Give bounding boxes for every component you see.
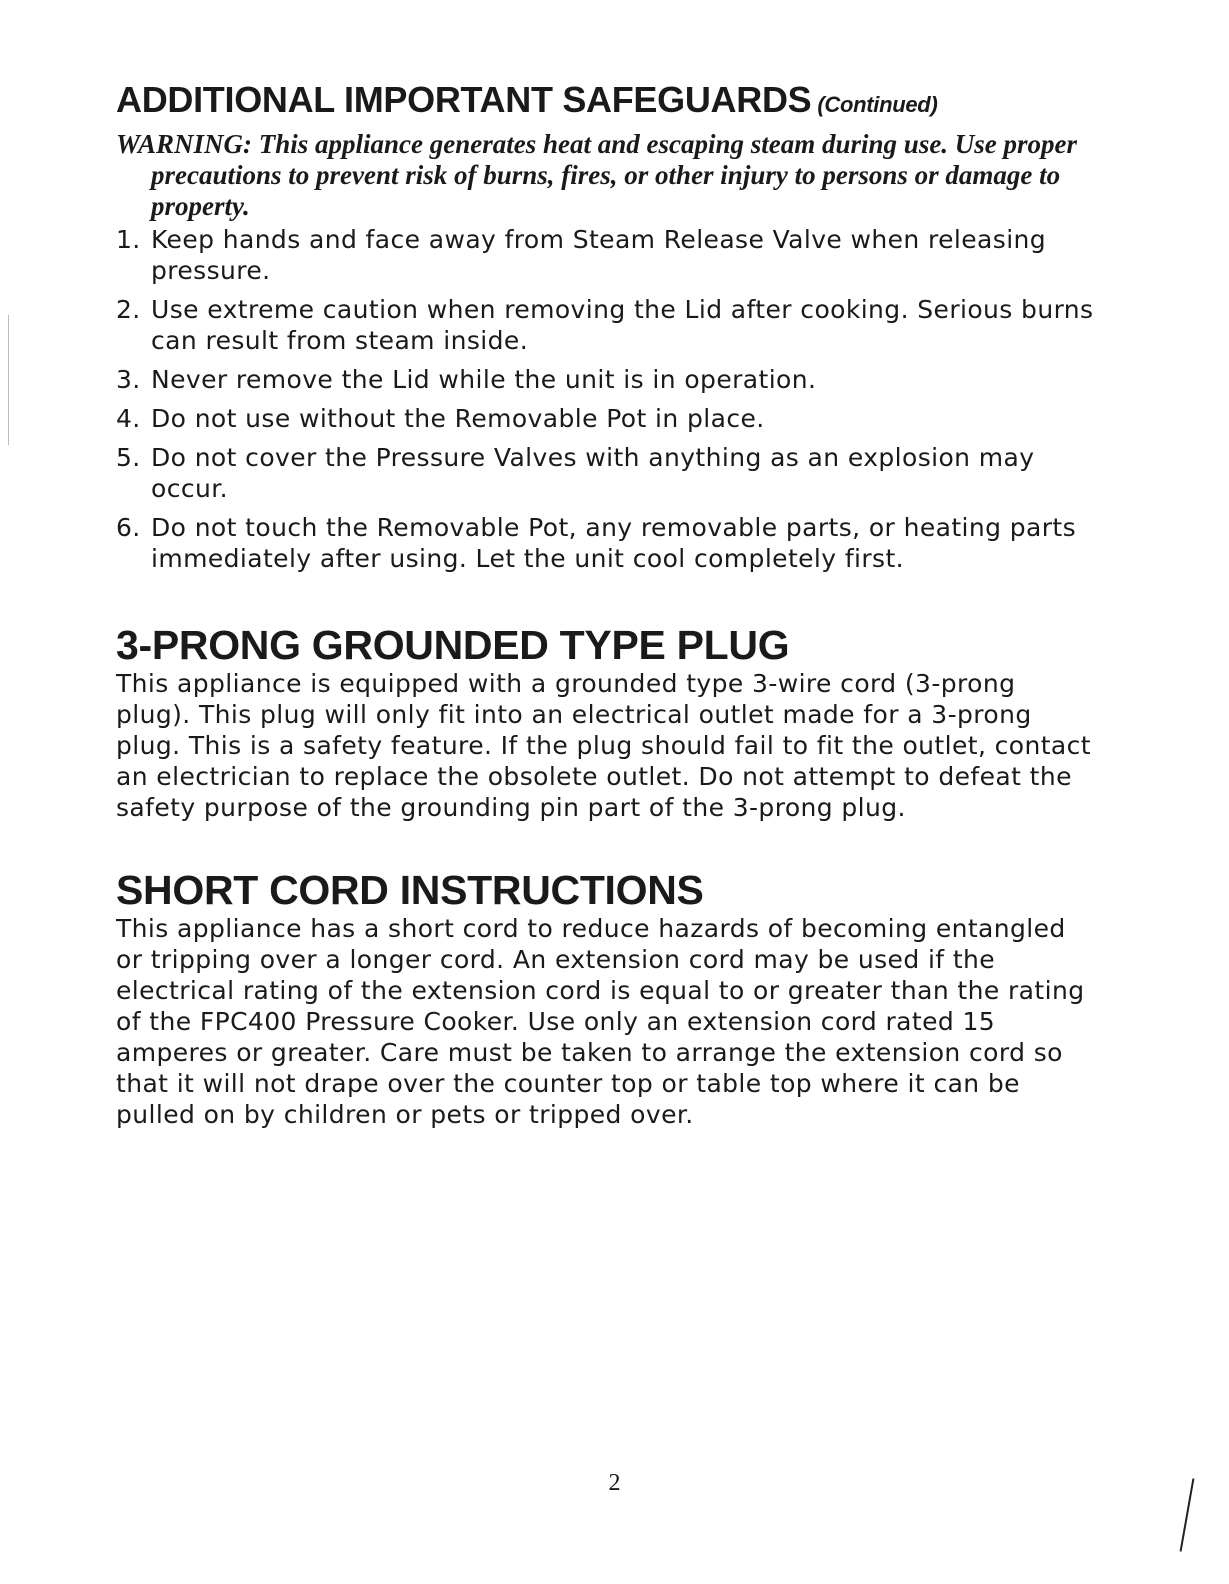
list-item [116,442,1096,504]
cord-heading: SHORT CORD INSTRUCTIONS [116,867,704,913]
safeguards-heading [116,80,1096,125]
plug-heading: 3-PRONG GROUNDED TYPE PLUG [116,622,790,668]
list-text: Do not use without the Removable Pot in place. [151,404,765,433]
scan-artifact-dash [8,315,9,445]
section-spacer [116,582,1096,622]
cord-paragraph: This appliance has a short cord to reduce hazards of becoming entangled or tripping over a longer cord. An extension cord may be used if the electrical rating of the extension cord is equal to or greater than the rating of the FPC400 Pressure Cooker. Use only an extension cord rated 15 amperes or greater. Care must be taken to arrange the extension cord so that it will not drape over the counter top or table top where it can be pulled on by children or pets or tripped over. [116,914,1085,1129]
list-item [116,403,1096,434]
document-page [116,80,1096,1130]
list-item [116,224,1096,286]
list-number: 2. [116,295,141,324]
list-item [116,364,1096,395]
list-number: 5. [116,443,141,472]
safeguards-title: ADDITIONAL IMPORTANT SAFEGUARDS [116,79,812,120]
page-number: 2 [608,1470,621,1496]
list-number: 4. [116,404,141,433]
list-text: Use extreme caution when removing the Lid after cooking. Serious burns can result from steam inside. [151,295,1094,355]
list-number: 1. [116,225,141,254]
list-number: 3. [116,365,141,394]
list-text: Do not touch the Removable Pot, any removable parts, or heating parts immediately after using. Let the unit cool completely first. [151,513,1077,573]
list-number: 6. [116,513,141,542]
warning-text: WARNING: This appliance generates heat and escaping steam during use. Use proper precautions to prevent risk of burns, fires, or other injury to persons or damage to property. [116,129,1078,221]
list-text: Never remove the Lid while the unit is in operation. [151,365,817,394]
section-spacer [116,823,1096,867]
list-text: Keep hands and face away from Steam Release Valve when releasing pressure. [151,225,1047,285]
list-item [116,294,1096,356]
safeguards-list [116,224,1096,574]
plug-paragraph: This appliance is equipped with a grounded type 3-wire cord (3-prong plug). This plug will only fit into an electrical outlet made for a 3-prong plug. This is a safety feature. If the plug should fail to fit the outlet, contact an electrician to replace the obsolete outlet. Do not attempt to defeat the safety purpose of the grounding pin part of the 3-prong plug. [116,669,1091,822]
list-text: Do not cover the Pressure Valves with anything as an explosion may occur. [151,443,1035,503]
continued-label: (Continued) [817,92,938,117]
list-item [116,512,1096,574]
